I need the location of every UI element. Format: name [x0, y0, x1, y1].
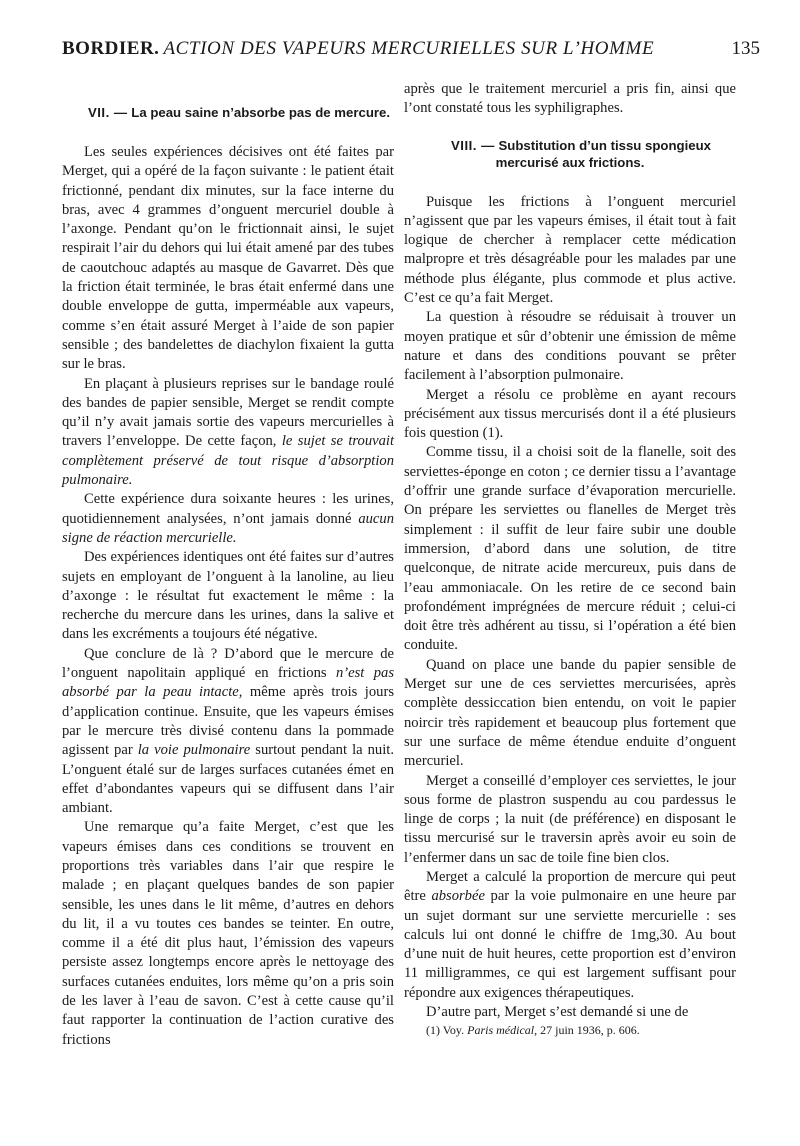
- footnote: (1) Voy. Paris médical, 27 juin 1936, p. 606.: [426, 1023, 640, 1038]
- section-number: VII. —: [87, 105, 128, 120]
- paragraph: Une remarque qu’a faite Merget, c’est que les vapeurs émises dans ces conditions se trouvent en proportions très variables dans l’air que respire le malade ; en plaçant quelques bandes de son papier sensible, les unes dans le lit même, d’autres en dehors du lit, il a vu toutes ces bandes se teinter. En outre, comme il a été dit plus haut, l’émission des vapeurs persiste assez longtemps encore après le nettoyage des surfaces cutanées enduites, lors même qu’on a pris soin de les laver à l’eau de savon. C’est à cette cause qu’il faut rapporter la continuation de l’action curative des frictions: [62, 819, 394, 1048]
- paragraph-continuation: après que le traitement mercuriel a pris fin, ainsi que l’ont constaté tous les syphiligraphes.: [404, 81, 736, 117]
- header-author: BORDIER.: [62, 38, 160, 59]
- section-number: VIII. —: [451, 137, 495, 153]
- section-title: Substitution d’un tissu spongieux mercurisé aux frictions.: [495, 137, 711, 170]
- section-title: La peau saine n’absorbe pas de mercure.: [131, 105, 391, 120]
- section-heading-viii: [404, 137, 736, 171]
- paragraph: Les seules expériences décisives ont été faites par Merget, qui a opéré de la façon suivante : le patient était frictionné, pendant dix minutes, sur la face interne du bras, avec 4 grammes d’onguent mercuriel double à l’axonge. Pendant qu’on le frictionnait ainsi, le sujet respirait l’air du dehors qui lui était amené par des tubes de caoutchouc adaptés au masque de Gavarret. Dès que la friction était terminée, le bras était enfermé dans une double enveloppe de gutta, imperméable aux vapeurs, comme s’en était assuré Merget à l’aide de son papier sensible ; des bandelettes de diachylon fixaient la gutta sur le bras.: [62, 144, 394, 373]
- paragraph: Merget a conseillé d’employer ces serviettes, le jour sous forme de plastron suspendu au cou pardessus le linge de corps ; la nuit (de préférence) en disposant le tissu mercurisé sur le traversin après avoir eu soin de l’enfermer dans un sac de toile fine bien clos.: [404, 772, 736, 866]
- left-column: [62, 80, 394, 1050]
- page-number: 135: [731, 38, 760, 59]
- running-header: [62, 38, 760, 68]
- paragraph: Cette expérience dura soixante heures : les urines, quotidiennement analysées, n’ont jamais donné aucun signe de réaction mercurielle.: [62, 491, 394, 546]
- paragraph: Des expériences identiques ont été faites sur d’autres sujets en employant de l’onguent à la lanoline, au lieu d’axonge : le résultat fut exactement le même : la recherche du mercure dans les urines, dans la salive et dans les excréments a toujours été négative.: [62, 549, 394, 643]
- paragraph: Merget a résolu ce problème en ayant recours précisément aux tissus mercurisés dont il a été plusieurs fois question (1).: [404, 386, 736, 442]
- right-column: [404, 80, 736, 1038]
- paragraph: Que conclure de là ? D’abord que le mercure de l’onguent napolitain appliqué en frictions n’est pas absorbé par la peau intacte, même après trois jours d’application continue. Ensuite, que les vapeurs émises par le mercure très divisé contenu dans la pommade agissent par la voie pulmonaire surtout pendant la nuit. L’onguent étalé sur de larges surfaces cutanées émet en effet d’abondantes vapeurs qui se diffusent dans l’air ambiant.: [62, 645, 394, 817]
- header-title: ACTION DES VAPEURS MERCURIELLES SUR L’HOMME: [163, 38, 655, 59]
- paragraph: La question à résoudre se réduisait à trouver un moyen pratique et sûr d’obtenir une émission de même nature et dans des conditions pouvant se prêter facilement à l’absorption pulmonaire.: [404, 309, 736, 384]
- paragraph: Quand on place une bande du papier sensible de Merget sur une de ces serviettes mercurisées, après complète dessiccation bien entendu, on voit le papier noircir très rapidement et beaucoup plus fortement que sur une surface de même étendue enduite d’onguent mercuriel.: [404, 656, 736, 770]
- paragraph: Comme tissu, il a choisi soit de la flanelle, soit des serviettes-éponge en coton ; ce dernier tissu a l’avantage d’offrir une grande surface d’évaporation mercurielle. On prépare les serviettes ou flanelles de Merget très simplement : il suffit de leur faire subir une double immersion, d’abord dans une solution, de titre quelconque, de nitrate acide mercureux, puis dans de l’eau ammoniacale. On les retire de ce second bain profondément imprégnées de mercure réduit ; celui-ci doit être très adhérent au tissu, si l’opération a été bien conduite.: [404, 444, 736, 654]
- paragraph: En plaçant à plusieurs reprises sur le bandage roulé des bandes de papier sensible, Merget se rendit compte qu’il n’y avait jamais sortie des vapeurs mercurielles à travers l’enveloppe. De cette façon, le sujet se trouvait complètement préservé de tout risque d’absorption pulmonaire.: [62, 375, 394, 489]
- paragraph: D’autre part, Merget s’est demandé si une de: [426, 1004, 689, 1021]
- section-heading-vii: [62, 104, 394, 121]
- paragraph: Merget a calculé la proportion de mercure qui peut être absorbée par la voie pulmonaire en une heure par un sujet dormant sur une serviette mercurielle : ses calculs lui ont donné le chiffre de 1mg,30. Au bout d’une nuit de huit heures, cette proportion est d’environ 11 milligrammes, ce qui est largement suffisant pour répondre aux exigences thérapeutiques.: [404, 868, 737, 1001]
- paragraph: Puisque les frictions à l’onguent mercuriel n’agissent que par les vapeurs émises, il était tout à fait logique de chercher à remplacer cette médication malpropre et très désagréable pour les malades par une méthode plus élégante, plus commode et plus active. C’est ce qu’a fait Merget.: [404, 193, 736, 307]
